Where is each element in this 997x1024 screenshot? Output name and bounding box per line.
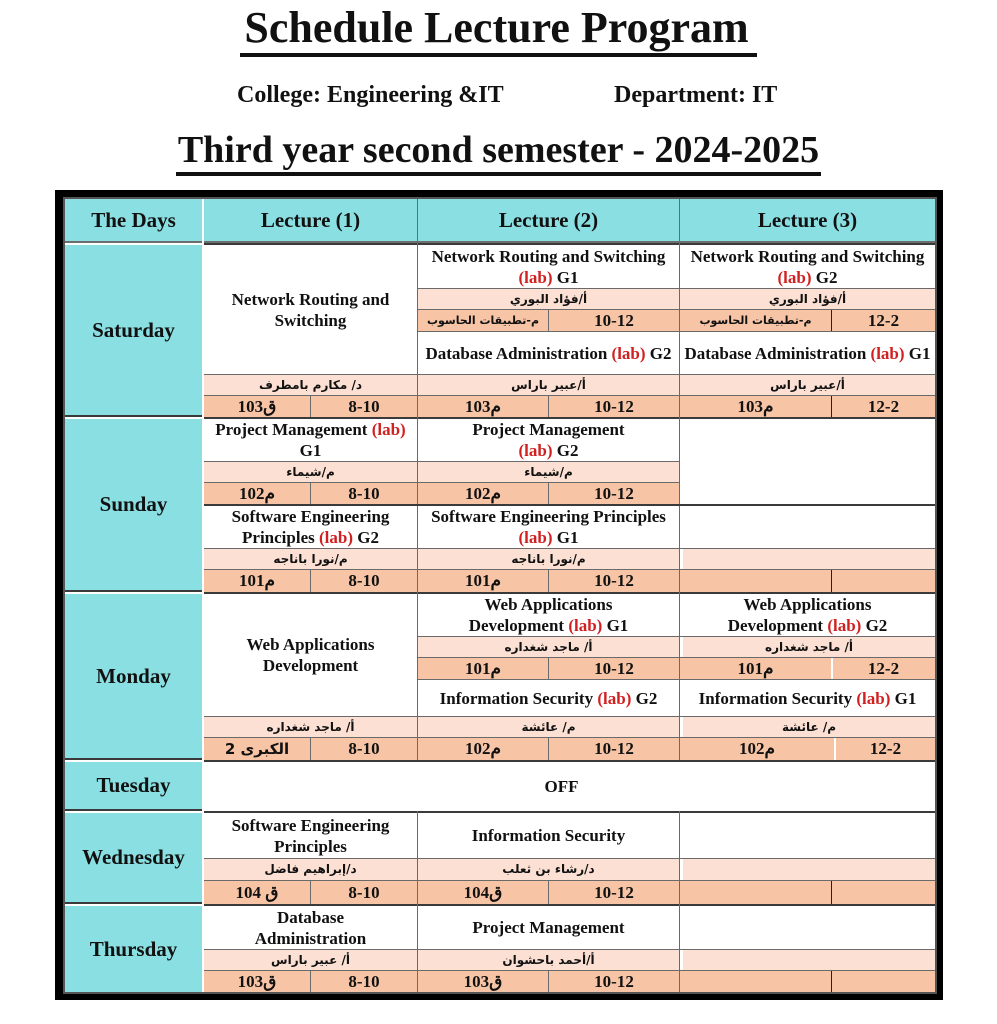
mon-l2b-time: 10-12 <box>549 738 679 760</box>
sub-divider <box>418 679 935 680</box>
sub-divider <box>418 636 935 637</box>
mon-l1-instructor: أ/ ماجد شغداره <box>204 716 417 737</box>
sun-l3-empty-slot <box>680 570 935 592</box>
course-name: Network Routing and Switching <box>690 246 925 266</box>
sat-l3a-time: 12-2 <box>832 310 935 331</box>
day-saturday: Saturday <box>65 245 202 417</box>
course-wrap <box>684 246 931 288</box>
mon-l3b-course <box>680 680 935 716</box>
col-divider <box>679 811 680 992</box>
lab-tag: (lab) <box>518 441 553 460</box>
sub-divider <box>418 331 935 332</box>
row-divider <box>202 243 935 245</box>
mon-l3b-instructor: م/ عائشة <box>683 716 935 737</box>
lab-tag: (lab) <box>856 688 891 708</box>
thu-l1-time: 8-10 <box>311 971 417 992</box>
sub-divider <box>418 657 935 658</box>
sat-l2b-instructor: أ/عبير باراس <box>418 374 679 395</box>
wed-l2-time: 10-12 <box>549 881 679 904</box>
mon-l1-room: الكبرى 2 <box>204 738 310 760</box>
thu-l1-course <box>204 906 417 949</box>
sub-divider <box>204 504 935 506</box>
lab-tag: (lab) <box>518 528 553 547</box>
course-name: Network Routing and Switching <box>231 289 390 330</box>
semester-title <box>0 128 997 176</box>
sat-l2a-time: 10-12 <box>549 310 679 331</box>
lab-tag: (lab) <box>611 343 646 363</box>
sun-l2a-room: م102 <box>418 483 548 504</box>
mon-l3a-room: م101 <box>680 658 831 679</box>
sat-l1-instructor: د/ مكارم بامطرف <box>204 374 417 395</box>
thu-l3-empty-slot <box>680 971 935 992</box>
sat-l2b-room: م103 <box>418 396 548 417</box>
mon-l3a-course <box>680 594 935 636</box>
sub-col-divider <box>548 396 549 417</box>
sat-l3a-room: م-تطبيقات الحاسوب <box>680 310 831 331</box>
course-name: Network Routing and Switching <box>431 246 666 266</box>
sub-divider <box>204 858 935 859</box>
sun-l2b-time: 10-12 <box>549 570 679 592</box>
mon-l3b-room: م102 <box>680 738 834 760</box>
sun-l2a-course <box>418 419 679 461</box>
mon-l2a-room: م101 <box>418 658 548 679</box>
course-name: Software Engineering Principles <box>231 815 390 856</box>
mon-l2a-course <box>418 594 679 636</box>
sub-divider <box>204 949 935 950</box>
wed-l1-time: 8-10 <box>311 881 417 904</box>
department-label: Department: IT <box>614 82 778 108</box>
thu-l2-instructor: أ/أحمد باحشوان <box>418 949 679 970</box>
sat-l2a-instructor: أ/فؤاد البوري <box>418 288 679 309</box>
lab-tag: (lab) <box>827 616 862 635</box>
course-name: Software Engineering Principles <box>231 507 390 547</box>
sub-col-divider <box>310 971 311 992</box>
group-tag: G1 <box>556 528 579 547</box>
thu-l2-course: Project Management <box>418 906 679 949</box>
col-divider <box>679 199 680 760</box>
sub-divider <box>204 482 679 483</box>
course-wrap <box>208 419 413 461</box>
thu-l3-empty <box>680 906 935 949</box>
lab-tag: (lab) <box>568 616 603 635</box>
sub-divider <box>204 970 935 971</box>
header-lecture-3: Lecture (3) <box>680 199 935 243</box>
wed-l3-empty-instructor <box>683 858 935 880</box>
course-name: Database Administration <box>684 343 867 363</box>
mon-l2a-instructor: أ/ ماجد شغداره <box>418 636 679 657</box>
sub-col-divider <box>548 570 549 592</box>
course-name: Database Administration <box>254 907 367 948</box>
sub-col-divider <box>548 971 549 992</box>
sun-l2b-room: م101 <box>418 570 548 592</box>
day-monday: Monday <box>65 594 202 760</box>
lab-tag: (lab) <box>518 267 553 287</box>
wed-l1-room: ق 104 <box>204 881 310 904</box>
sub-col-divider <box>831 396 832 417</box>
sub-divider <box>204 569 935 570</box>
course-name: Web Applications Development <box>468 595 613 635</box>
col-divider <box>417 811 418 992</box>
sat-l2b-course <box>418 332 679 374</box>
sat-l1-room: ق103 <box>204 396 310 417</box>
sun-l1a-room: م102 <box>204 483 310 504</box>
sat-l3b-room: م103 <box>680 396 831 417</box>
group-tag: G1 <box>894 688 917 708</box>
semester-text: Third year second semester - 2024-2025 <box>176 128 821 176</box>
thu-l2-time: 10-12 <box>549 971 679 992</box>
sub-col-divider <box>831 570 832 592</box>
sat-l3b-instructor: أ/عبير باراس <box>680 374 935 395</box>
sat-l3a-course <box>680 245 935 288</box>
sub-col-divider <box>548 658 549 679</box>
wed-l2-instructor: د/رشاء بن ثعلب <box>418 858 679 880</box>
sub-col-divider <box>831 971 832 992</box>
group-tag: G2 <box>357 528 379 547</box>
sub-col-divider <box>310 396 311 417</box>
group-tag: G1 <box>908 343 931 363</box>
course-name: Project Management <box>472 420 625 439</box>
sub-col-divider <box>310 881 311 904</box>
sub-col-divider <box>834 738 836 760</box>
sub-col-divider <box>310 570 311 592</box>
course-name: Information Security <box>439 688 594 708</box>
sub-divider <box>204 548 935 549</box>
group-tag: G1 <box>556 267 579 287</box>
tue-off: OFF <box>204 762 935 811</box>
sub-divider <box>204 716 935 717</box>
row-divider <box>202 417 935 419</box>
course-wrap <box>422 506 675 548</box>
sat-l3a-instructor: أ/فؤاد البوري <box>680 288 935 309</box>
wed-l1-instructor: د/إبراهيم فاضل <box>204 858 417 880</box>
group-tag: G2 <box>556 441 579 460</box>
course-name: Project Management <box>215 420 368 439</box>
course-wrap <box>422 594 675 636</box>
lab-tag: (lab) <box>777 267 812 287</box>
college-label: College: Engineering &IT <box>237 82 504 108</box>
sun-l1b-course <box>204 506 417 548</box>
header-days: The Days <box>65 199 202 243</box>
sun-l1b-room: م101 <box>204 570 310 592</box>
thu-l3-empty-instructor <box>683 949 935 970</box>
sub-col-divider <box>831 881 832 904</box>
course-name: Web Applications Development <box>246 635 375 675</box>
sub-col-divider <box>310 738 311 760</box>
mon-l3a-time: 12-2 <box>832 658 935 679</box>
mon-l2b-instructor: م/ عائشة <box>418 716 679 737</box>
course-name: Information Security <box>698 688 853 708</box>
wed-l3-empty <box>680 813 935 858</box>
wed-l1-course <box>204 813 417 858</box>
sun-l2b-course <box>418 506 679 548</box>
sub-divider <box>204 737 935 738</box>
sub-col-divider <box>548 483 549 504</box>
title-text: Schedule Lecture Program <box>240 3 756 57</box>
row-divider <box>202 904 935 906</box>
sat-l1-time: 8-10 <box>311 396 417 417</box>
sun-l3-empty-instructor <box>683 548 935 569</box>
mon-l1-time: 8-10 <box>311 738 417 760</box>
sub-col-divider <box>548 310 549 331</box>
thu-l2-room: ق103 <box>418 971 548 992</box>
lab-tag: (lab) <box>597 688 632 708</box>
sub-col-divider <box>831 310 832 331</box>
page-title <box>0 2 997 57</box>
sat-l3b-course <box>680 332 935 374</box>
sun-l1a-course <box>204 419 417 461</box>
day-sunday: Sunday <box>65 419 202 592</box>
group-tag: G2 <box>635 688 658 708</box>
wed-l3-empty-slot <box>680 881 935 904</box>
wed-l2-course: Information Security <box>418 813 679 858</box>
sub-divider <box>204 880 935 881</box>
mon-l3a-instructor: أ/ ماجد شغداره <box>683 636 935 657</box>
sat-l2a-room: م-تطبيقات الحاسوب <box>418 310 548 331</box>
group-tag: G2 <box>815 267 838 287</box>
sun-l1b-instructor: م/نورا باناجه <box>204 548 417 569</box>
course-wrap <box>422 246 675 288</box>
group-tag: G1 <box>606 616 629 635</box>
sun-l2a-time: 10-12 <box>549 483 679 504</box>
row-divider <box>202 811 935 813</box>
thu-l1-room: ق103 <box>204 971 310 992</box>
day-wednesday: Wednesday <box>65 813 202 904</box>
mon-l1-course <box>204 594 417 716</box>
sat-l2a-course <box>418 245 679 288</box>
course-wrap <box>425 343 671 364</box>
mon-l2b-course <box>418 680 679 716</box>
thu-l1-instructor: أ/ عبير باراس <box>204 949 417 970</box>
course-name: Web Applications Development <box>727 595 872 635</box>
group-tag: G1 <box>299 441 322 460</box>
mon-l3b-time: 12-2 <box>836 738 935 760</box>
sun-l1b-time: 8-10 <box>311 570 417 592</box>
sub-col-divider <box>831 658 833 679</box>
sub-divider <box>204 461 679 462</box>
course-wrap <box>684 594 931 636</box>
course-wrap <box>684 343 930 364</box>
mon-l2a-time: 10-12 <box>549 658 679 679</box>
sub-divider <box>204 374 935 375</box>
lab-tag: (lab) <box>371 420 406 439</box>
row-divider <box>202 592 935 594</box>
sat-l2b-time: 10-12 <box>549 396 679 417</box>
col-divider <box>202 199 204 992</box>
day-tuesday: Tuesday <box>65 762 202 811</box>
header-lecture-2: Lecture (2) <box>418 199 679 243</box>
sat-l3b-time: 12-2 <box>832 396 935 417</box>
lab-tag: (lab) <box>318 528 353 547</box>
lab-tag: (lab) <box>870 343 905 363</box>
course-name: Software Engineering Principles <box>431 507 666 526</box>
sun-l2b-instructor: م/نورا باناجه <box>418 548 679 569</box>
group-tag: G2 <box>649 343 672 363</box>
sub-divider <box>204 395 935 396</box>
wed-l2-room: ق104 <box>418 881 548 904</box>
header-lecture-1: Lecture (1) <box>204 199 417 243</box>
sun-l2a-instructor: م/شيماء <box>418 461 679 482</box>
sub-col-divider <box>548 738 549 760</box>
row-divider <box>202 760 935 762</box>
group-tag: G2 <box>865 616 888 635</box>
col-divider <box>417 199 418 760</box>
sun-l1a-instructor: م/شيماء <box>204 461 417 482</box>
course-wrap <box>472 419 624 461</box>
course-wrap <box>208 506 413 548</box>
course-wrap <box>699 688 917 709</box>
sun-l3-empty <box>680 419 935 548</box>
course-name: Database Administration <box>425 343 608 363</box>
sub-divider <box>418 288 935 289</box>
course-wrap <box>440 688 658 709</box>
sub-col-divider <box>548 881 549 904</box>
sub-divider <box>418 309 935 310</box>
sun-l1a-time: 8-10 <box>311 483 417 504</box>
sat-l1-course <box>204 245 417 374</box>
mon-l2b-room: م102 <box>418 738 548 760</box>
day-thursday: Thursday <box>65 906 202 992</box>
sub-col-divider <box>310 483 311 504</box>
